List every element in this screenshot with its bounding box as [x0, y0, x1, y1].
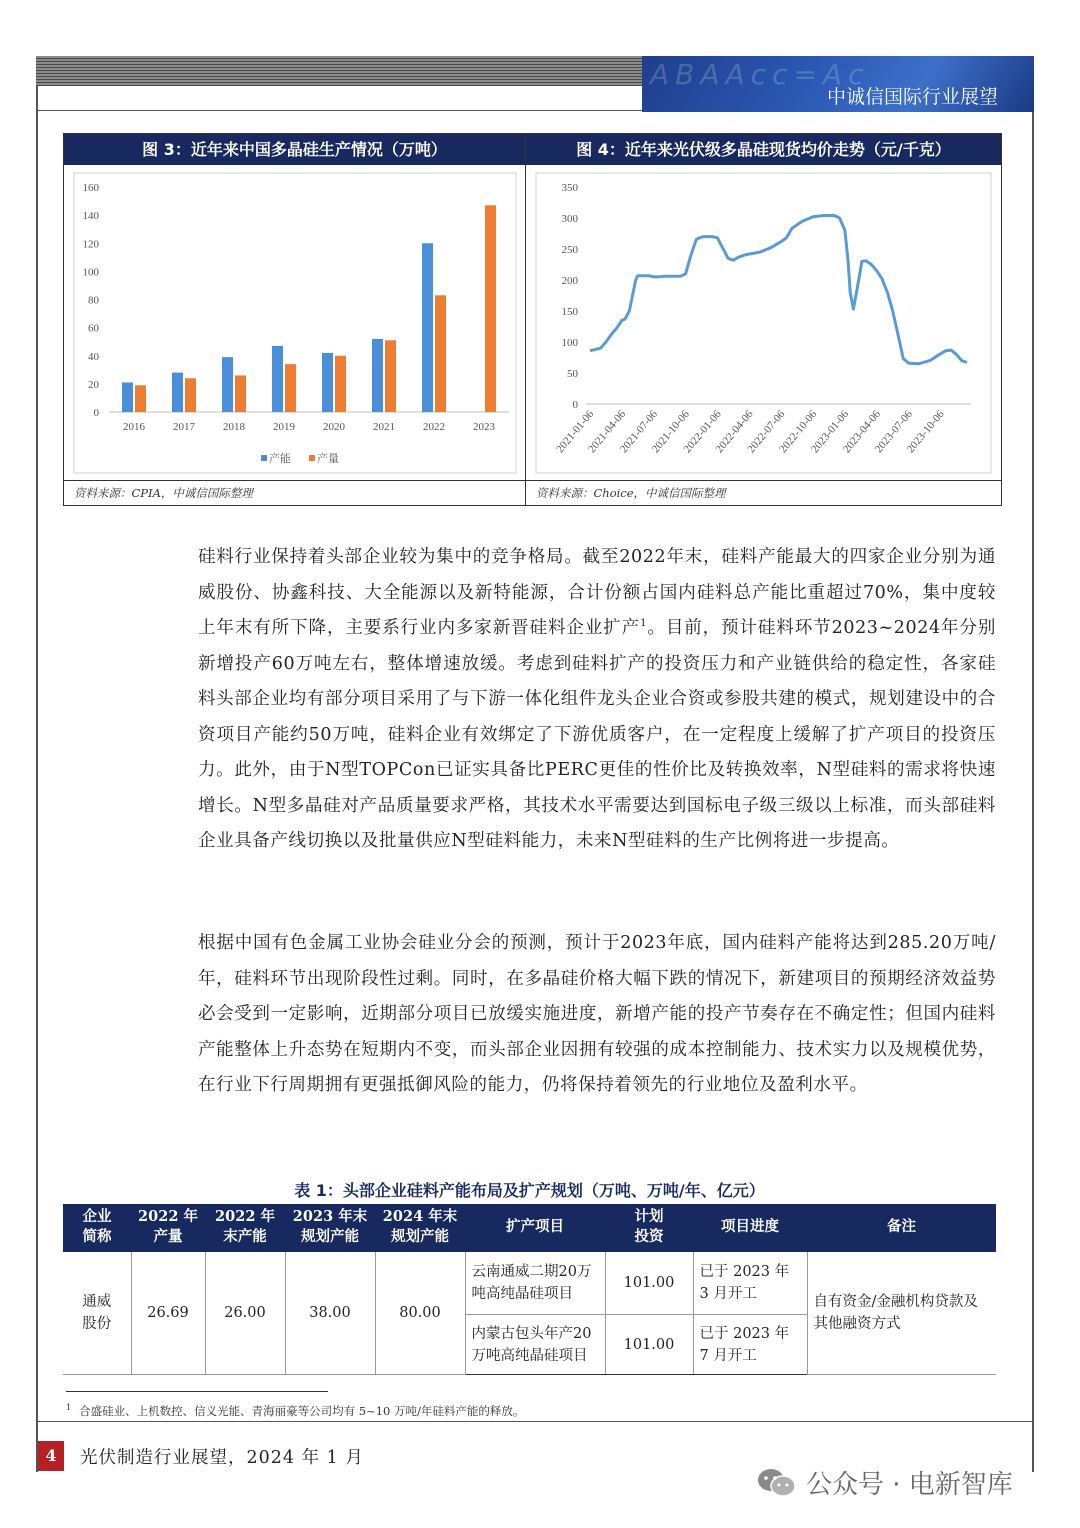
y-tick-label: 100: [82, 266, 99, 279]
bar-capacity: [122, 382, 133, 412]
y-tick-label: 100: [561, 337, 578, 349]
th-progress: [693, 1204, 807, 1251]
th-capacity-2022: [205, 1204, 285, 1251]
x-tick-label: 2021-01-06: [554, 408, 597, 456]
bar-output: [485, 205, 496, 412]
price-series-line: [590, 216, 967, 364]
x-tick-label: 2022: [423, 421, 445, 433]
chart-price-title: 图 4：近年来光伏级多晶硅现货均价走势（元/千克）: [526, 134, 1001, 165]
cell-company: [63, 1251, 131, 1375]
footnote-text: 合盛硅业、上机数控、信义光能、青海丽豪等公司均有 5~10 万吨/年硅料产能的释放。: [79, 1404, 525, 1418]
x-tick-label: 2022-04-06: [713, 408, 756, 456]
bar-output: [285, 364, 296, 412]
paragraph-1-text-a: 硅料行业保持着头部企业较为集中的竞争格局。截至2022年末，硅料产能最大的四家企业分别为通威股份、协鑫科技、大全能源以及新特能源，合计份额占国内硅料总产能比重超过70%，集中度较上年末有所下降，主要系行业内多家新晋硅料企业扩产: [198, 547, 996, 638]
chart-production-svg: [64, 165, 526, 480]
cell-investment-1: 101.00: [605, 1251, 693, 1315]
body-paragraph-1: [198, 540, 996, 860]
bar-capacity: [372, 339, 383, 412]
footer-text: 光伏制造行业展望，2024 年 1 月: [80, 1448, 364, 1468]
bar-output: [385, 340, 396, 412]
x-tick-label: 2023-07-06: [872, 408, 915, 456]
th-remark-text: 备注: [887, 1217, 916, 1235]
th-company-text: 企业 简称: [82, 1207, 112, 1245]
y-tick-label: 40: [88, 350, 99, 363]
th-plan-2024-text: 2024 年末 规划产能: [382, 1207, 458, 1245]
x-tick-label: 2016: [123, 421, 145, 433]
th-plan-2023-text: 2023 年末 规划产能: [292, 1207, 368, 1245]
capacity-table: [63, 1204, 996, 1375]
th-plan-2024: [375, 1204, 465, 1251]
x-tick-label: 2023-01-06: [808, 408, 852, 456]
footnote: [66, 1403, 524, 1419]
bar-capacity: [272, 346, 283, 412]
th-project-text: 扩产项目: [506, 1217, 564, 1235]
bar-output: [235, 375, 246, 412]
bar-output: [135, 385, 146, 412]
table-caption: 表 1：头部企业硅料产能布局及扩产规划（万吨、万吨/年、亿元）: [294, 1181, 765, 1200]
cell-plan-2024: 80.00: [375, 1251, 465, 1375]
y-tick-label: 80: [88, 294, 99, 307]
th-project: [465, 1204, 605, 1251]
cell-plan-2023: 38.00: [285, 1251, 375, 1375]
cell-progress-1: 已于 2023 年 3 月开工: [693, 1251, 807, 1315]
y-tick-label: 160: [82, 182, 99, 194]
th-progress-text: 项目进度: [721, 1217, 779, 1235]
x-tick-label: 2023-04-06: [840, 408, 884, 456]
page-number: 4: [38, 1441, 64, 1471]
cell-remark: 自有资金/金融机构贷款及其他融资方式: [807, 1251, 996, 1375]
x-tick-label: 2022-07-06: [745, 408, 788, 456]
x-tick-label: 2023: [473, 421, 495, 433]
x-tick-label: 2021: [373, 421, 395, 433]
bar-capacity: [422, 243, 433, 412]
bar-capacity: [222, 357, 233, 412]
x-tick-label: 2021-07-06: [617, 408, 661, 456]
bar-output: [185, 378, 196, 412]
chart-production-panel: [64, 134, 526, 505]
y-tick-label: 50: [567, 368, 578, 380]
y-tick-label: 200: [561, 275, 578, 287]
cell-project-1: 云南通威二期20万吨高纯晶硅项目: [465, 1251, 605, 1315]
y-tick-label: 60: [88, 322, 99, 335]
cell-progress-2: 已于 2023 年 7 月开工: [693, 1315, 807, 1375]
paragraph-1-text-b: 。目前，预计硅料环节2023~2024年分别新增投产60万吨左右，整体增速放缓。考虑到硅料扩产的投资压力和产业链供给的稳定性，各家硅料头部企业均有部分项目采用了与下游一体化组件龙头企业合资或参股共建的模式，规划建设中的合资项目产能约50万吨，硅料企业有效绑定了下游优质客户，在一定程度上缓解了扩产项目的投资压力。此外，由于N型TOPCon已证实具备比PERC更佳的性价比及转换效率，N型硅料的需求将快速增长。N型多晶硅对产品质量要求严格，其技术水平需要达到国标电子级三级以上标准，而头部硅料企业具备产线切换以及批量供应N型硅料能力，未来N型硅料的生产比例将进一步提高。: [198, 618, 997, 851]
footer-rule: [36, 1421, 1034, 1422]
y-tick-label: 250: [561, 244, 578, 256]
y-tick-label: 150: [561, 306, 578, 318]
th-capacity-2022-text: 2022 年 末产能: [215, 1207, 275, 1245]
th-investment-text: 计划 投资: [634, 1207, 664, 1245]
charts-container: [63, 133, 1002, 506]
footnote-rule: [66, 1391, 328, 1392]
y-tick-label: 0: [93, 407, 99, 419]
table-row: [63, 1251, 996, 1315]
wechat-icon: [756, 1467, 796, 1499]
x-tick-label: 2017: [173, 421, 195, 433]
cell-investment-2: 101.00: [605, 1315, 693, 1375]
table-header-row: [63, 1204, 996, 1251]
cell-company-text: 通威 股份: [82, 1294, 112, 1332]
y-tick-label: 120: [82, 238, 99, 251]
header-underline: [36, 86, 642, 111]
chart-price-panel: [526, 134, 1001, 505]
body-paragraph-2: 根据中国有色金属工业协会硅业分会的预测，预计于2023年底，国内硅料产能将达到285.20万吨/年，硅料环节出现阶段性过剩。同时，在多晶硅价格大幅下跌的情况下，新建项目的预期经济效益势必会受到一定影响，近期部分项目已放缓实施进度，新增产能的投产节奏存在不确定性；但国内硅料产能整体上升态势在短期内不变，而头部企业因拥有较强的成本控制能力、技术实力以及规模优势，在行业下行周期拥有更强抵御风险的能力，仍将保持着领先的行业地位及盈利水平。: [198, 933, 996, 1095]
bar-output: [435, 295, 446, 412]
cell-capacity-2022: 26.00: [205, 1251, 285, 1375]
chart-price-source: 资料来源：Choice，中诚信国际整理: [526, 480, 1001, 506]
cell-project-2: 内蒙古包头年产20万吨高纯晶硅项目: [465, 1315, 605, 1375]
bar-capacity: [322, 353, 333, 412]
x-tick-label: 2022-01-06: [681, 408, 724, 456]
x-tick-label: 2022-10-06: [777, 408, 820, 456]
legend-swatch: [261, 455, 267, 461]
footnote-marker: 1: [66, 1403, 72, 1413]
header-title: 中诚信国际行业展望: [826, 86, 998, 108]
x-tick-label: 2023-10-06: [904, 408, 947, 456]
bar-capacity: [172, 373, 183, 412]
x-tick-label: 2018: [223, 421, 245, 433]
x-tick-label: 2020: [323, 421, 345, 433]
bar-output: [335, 356, 346, 412]
y-tick-label: 0: [572, 399, 578, 411]
watermark-text: 公众号 · 电新智库: [806, 1470, 1013, 1500]
x-tick-label: 2021-10-06: [649, 408, 692, 456]
legend-label: 产能: [269, 453, 291, 465]
th-plan-2023: [285, 1204, 375, 1251]
th-output-2022: [131, 1204, 205, 1251]
y-tick-label: 20: [88, 378, 99, 391]
th-remark: [807, 1204, 996, 1251]
y-tick-label: 140: [82, 210, 99, 223]
chart-price-svg: [526, 165, 1001, 480]
x-tick-label: 2021-04-06: [585, 408, 629, 456]
brand-decoration-text: ABAAcc=Ac: [650, 58, 870, 91]
y-tick-label: 350: [561, 182, 578, 194]
watermark: [756, 1464, 1013, 1501]
y-tick-label: 300: [561, 213, 578, 225]
legend-label: 产量: [317, 453, 339, 465]
th-output-2022-text: 2022 年 产量: [138, 1207, 198, 1245]
legend-swatch: [309, 455, 315, 461]
th-company: [63, 1204, 131, 1251]
chart-production-title: 图 3：近年来中国多晶硅生产情况（万吨）: [64, 134, 525, 165]
chart-production-source: 资料来源：CPIA，中诚信国际整理: [64, 480, 525, 506]
th-investment: [605, 1204, 693, 1251]
header-brand-banner: [642, 56, 1034, 112]
x-tick-label: 2019: [273, 421, 295, 433]
cell-output-2022: 26.69: [131, 1251, 205, 1375]
footnote-ref: 1: [640, 618, 648, 630]
